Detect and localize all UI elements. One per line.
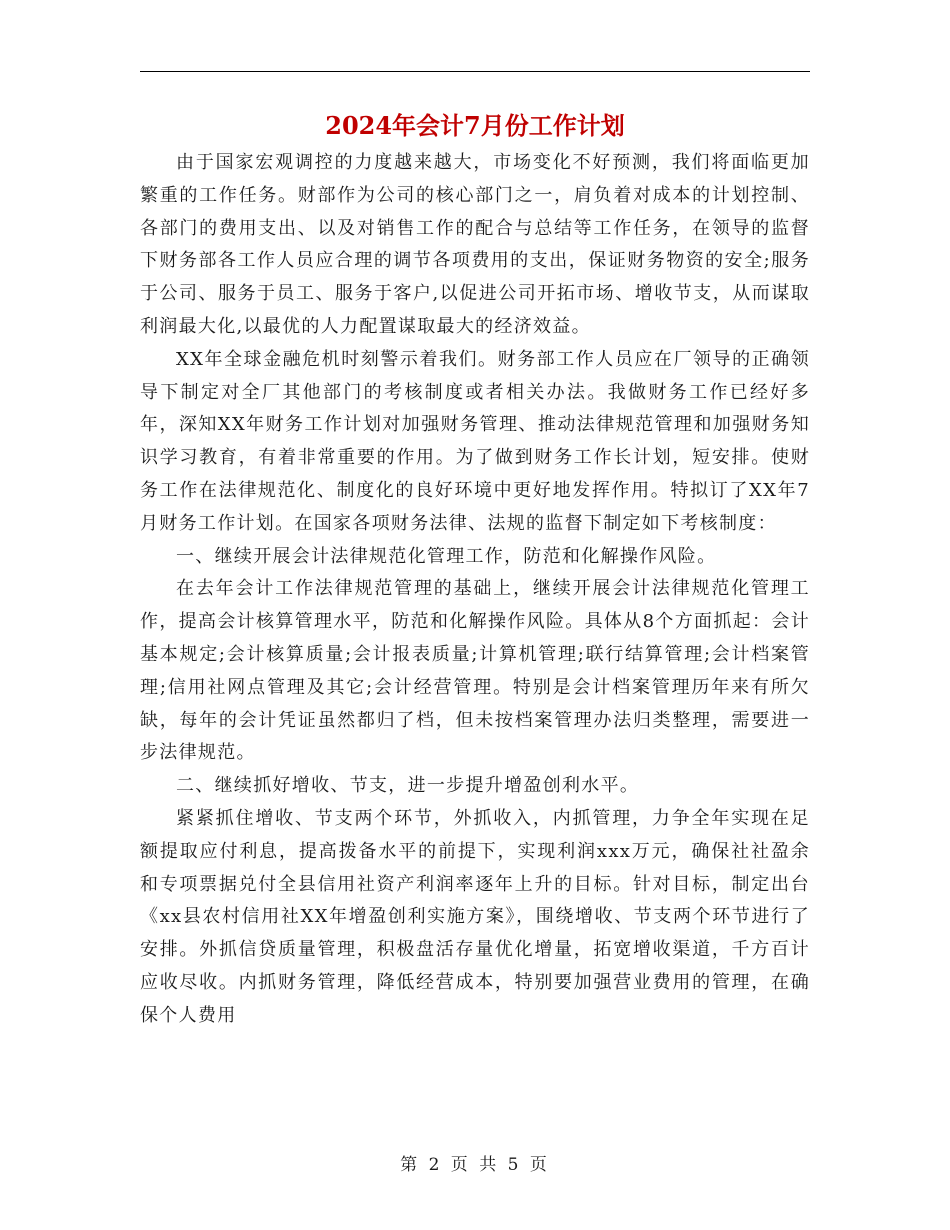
- paragraph-section-1: 在去年会计工作法律规范管理的基础上，继续开展会计法律规范化管理工作，提高会计核算管理水平，防范和化解操作风险。具体从8个方面抓起：会计基本规定;会计核算质量;会计报表质量;计算机管理;联行结算管理;会计档案管理;信用社网点管理及其它;会计经营管理。特别是会计档案管理历年来有所欠缺，每年的会计凭证虽然都归了档，但未按档案管理办法归类整理，需要进一步法律规范。: [140, 578, 810, 764]
- document-body: [140, 147, 810, 1033]
- paragraph-intro: 由于国家宏观调控的力度越来越大，市场变化不好预测，我们将面临更加繁重的工作任务。财部作为公司的核心部门之一，肩负着对成本的计划控制、各部门的费用支出、以及对销售工作的配合与总结等工作任务，在领导的监督下财务部各工作人员应合理的调节各项费用的支出，保证财务物资的安全;服务于公司、服务于员工、服务于客户,以促进公司开拓市场、增收节支，从而谋取利润最大化,以最优的人力配置谋取最大的经济效益。: [140, 152, 810, 337]
- page-number-footer: 第 2 页 共 5 页: [400, 1155, 550, 1175]
- section-heading-2: 二、继续抓好增收、节支，进一步提升增盈创利水平。: [176, 775, 640, 797]
- paragraph-section-2: 紧紧抓住增收、节支两个环节，外抓收入，内抓管理，力争全年实现在足额提取应付利息，提高拨备水平的前提下，实现利润xxx万元，确保社社盈余和专项票据兑付全县信用社资产利润率逐年上升的目标。针对目标，制定出台《xx县农村信用社XX年增盈创利实施方案》，围绕增收、节支两个环节进行了安排。外抓信贷质量管理，积极盘活存量优化增量，拓宽增收渠道，千方百计应收尽收。内抓财务管理，降低经营成本，特别要加强营业费用的管理，在确保个人费用: [140, 807, 810, 1026]
- header-rule: [140, 71, 810, 72]
- section-heading-1: 一、继续开展会计法律规范化管理工作，防范和化解操作风险。: [176, 545, 717, 567]
- document-title: 2024年会计7月份工作计划: [325, 111, 625, 140]
- paragraph-background: XX年全球金融危机时刻警示着我们。财务部工作人员应在厂领导的正确领导下制定对全厂其他部门的考核制度或者相关办法。我做财务工作已经好多年，深知XX年财务工作计划对加强财务管理、推动法律规范管理和加强财务知识学习教育，有着非常重要的作用。为了做到财务工作长计划，短安排。使财务工作在法律规范化、制度化的良好环境中更好地发挥作用。特拟订了XX年7月财务工作计划。在国家各项财务法律、法规的监督下制定如下考核制度：: [140, 348, 810, 534]
